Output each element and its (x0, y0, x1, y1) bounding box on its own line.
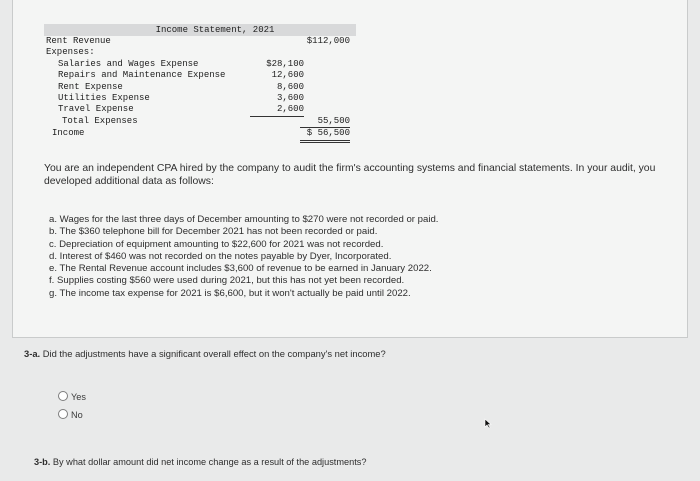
question-number: 3-a. (24, 348, 41, 359)
statement-row (44, 59, 356, 70)
option-label: No (71, 410, 83, 420)
statement-row (44, 70, 356, 81)
statement-row (44, 104, 356, 115)
adjustment-item: c. Depreciation of equipment amounting to $22,600 for 2021 was not recorded. (49, 238, 384, 250)
statement-row (44, 36, 356, 47)
adjustment-item: f. Supplies costing $560 were used during 2021, but this has not yet been recorded. (49, 275, 405, 287)
row-label: Rent Expense (58, 81, 123, 92)
adjustment-item: e. The Rental Revenue account includes $3,600 of revenue to be earned in January 2022. (49, 263, 432, 275)
row-label: Income (52, 128, 85, 139)
row-amount: 8,600 (276, 81, 304, 92)
statement-row (44, 93, 356, 104)
row-label: Travel Expense (58, 104, 134, 115)
intro-text: You are an independent CPA hired by the company to audit the firm's accounting systems and financial statements. In your audit, you developed additional data as follows: (44, 163, 656, 187)
adjustment-item: d. Interest of $460 was not recorded on the notes payable by Dyer, Incorporated. (49, 250, 392, 262)
row-total: $112,000 (306, 36, 350, 46)
mouse-cursor-icon (484, 418, 493, 429)
radio-button[interactable] (58, 409, 68, 419)
row-label: Rent Revenue (46, 36, 111, 46)
option-label: Yes (71, 392, 86, 402)
row-amount: 12,600 (271, 70, 304, 81)
adjustment-item: b. The $360 telephone bill for December 2021 has not been recorded or paid. (49, 226, 378, 238)
statement-row (44, 116, 356, 127)
statement-row (44, 82, 356, 93)
question-text: By what dollar amount did net income change as a result of the adjustments? (52, 457, 367, 467)
row-amount: 2,600 (250, 104, 304, 116)
adjustment-item: a. Wages for the last three days of December amounting to $270 were not recorded or paid. (49, 214, 439, 225)
row-label: Repairs and Maintenance Expense (58, 70, 226, 81)
option-no[interactable] (58, 409, 83, 420)
row-amount: 3,600 (276, 92, 304, 103)
question-number: 3-b. (34, 457, 51, 467)
statement-title: Income Statement, 2021 (44, 24, 356, 36)
row-label: Salaries and Wages Expense (58, 58, 199, 69)
question-3a (24, 348, 386, 359)
statement-row (44, 128, 356, 139)
row-label: Utilities Expense (58, 92, 150, 103)
adjustments-list (49, 214, 569, 300)
radio-button[interactable] (58, 391, 68, 401)
row-total: $ 56,500 (300, 128, 350, 142)
row-amount: $28,100 (266, 58, 304, 69)
row-label: Total Expenses (62, 115, 138, 126)
income-statement (44, 24, 356, 140)
question-3b (34, 457, 366, 467)
option-yes[interactable] (58, 391, 86, 402)
question-text: Did the adjustments have a significant overall effect on the company's net income? (42, 348, 386, 359)
row-label: Expenses: (46, 47, 95, 58)
adjustment-item: g. The income tax expense for 2021 is $6,600, but it won't actually be paid until 2022. (49, 287, 411, 299)
row-total: 55,500 (300, 116, 350, 128)
statement-row (44, 47, 356, 58)
